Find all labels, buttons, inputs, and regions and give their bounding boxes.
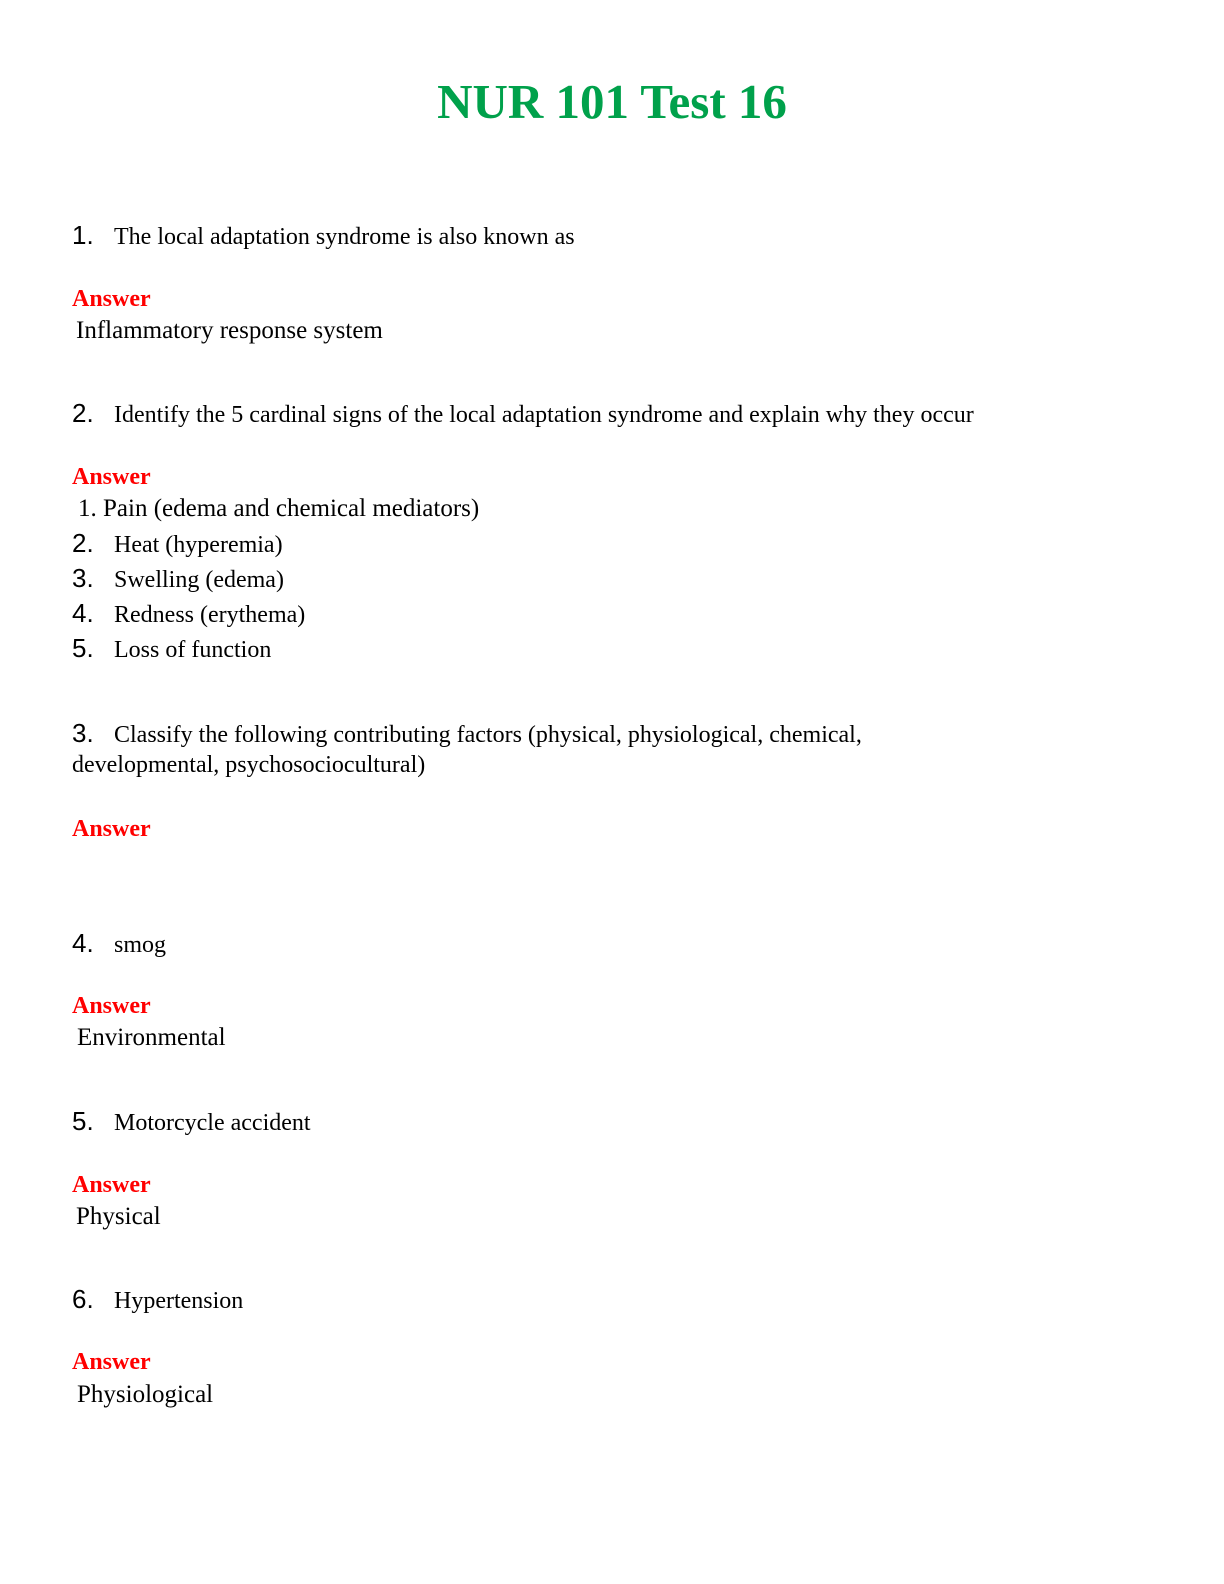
question-number: 2. <box>72 398 94 428</box>
list-text: Swelling (edema) <box>114 567 284 593</box>
question-number: 6. <box>72 1284 94 1314</box>
answer-list-item: 1. Pain (edema and chemical mediators) <box>78 495 480 522</box>
question-number: 3. <box>72 718 94 748</box>
answer-text: Physical <box>76 1203 161 1230</box>
question-text: Hypertension <box>114 1288 244 1314</box>
question-number: 1. <box>72 220 94 250</box>
question-text: Motorcycle accident <box>114 1110 311 1136</box>
question-text: smog <box>114 932 167 958</box>
answer-label: Answer <box>72 1349 151 1375</box>
question-2 <box>72 398 974 430</box>
answer-label: Answer <box>72 993 151 1019</box>
answer-text: Inflammatory response system <box>76 317 383 344</box>
question-number: 5. <box>72 1106 94 1136</box>
list-number: 2. <box>72 528 94 558</box>
answer-list-item <box>72 563 284 595</box>
question-5 <box>72 1106 311 1138</box>
list-text: Redness (erythema) <box>114 602 306 628</box>
answer-text: Environmental <box>77 1024 226 1051</box>
answer-label: Answer <box>72 286 151 312</box>
question-1 <box>72 220 575 252</box>
list-number: 5. <box>72 633 94 663</box>
list-text: Loss of function <box>114 637 272 663</box>
answer-text: Physiological <box>77 1381 214 1408</box>
answer-list-item <box>72 598 305 630</box>
question-3 <box>72 718 862 750</box>
question-number: 4. <box>72 928 94 958</box>
answer-list-item <box>72 633 271 665</box>
question-text: Identify the 5 cardinal signs of the local adaptation syndrome and explain why they occur <box>114 402 974 428</box>
page-title: NUR 101 Test 16 <box>437 74 787 129</box>
question-4 <box>72 928 166 960</box>
question-6 <box>72 1284 243 1316</box>
list-text: Heat (hyperemia) <box>114 532 283 558</box>
answer-list-item <box>72 528 283 560</box>
list-number: 4. <box>72 598 94 628</box>
answer-label: Answer <box>72 816 151 842</box>
answer-label: Answer <box>72 464 151 490</box>
list-number: 3. <box>72 563 94 593</box>
question-text-continued: developmental, psychosociocultural) <box>72 752 426 778</box>
answer-label: Answer <box>72 1172 151 1198</box>
question-text: Classify the following contributing factors (physical, physiological, chemical, <box>114 722 862 748</box>
question-text: The local adaptation syndrome is also known as <box>114 224 575 250</box>
